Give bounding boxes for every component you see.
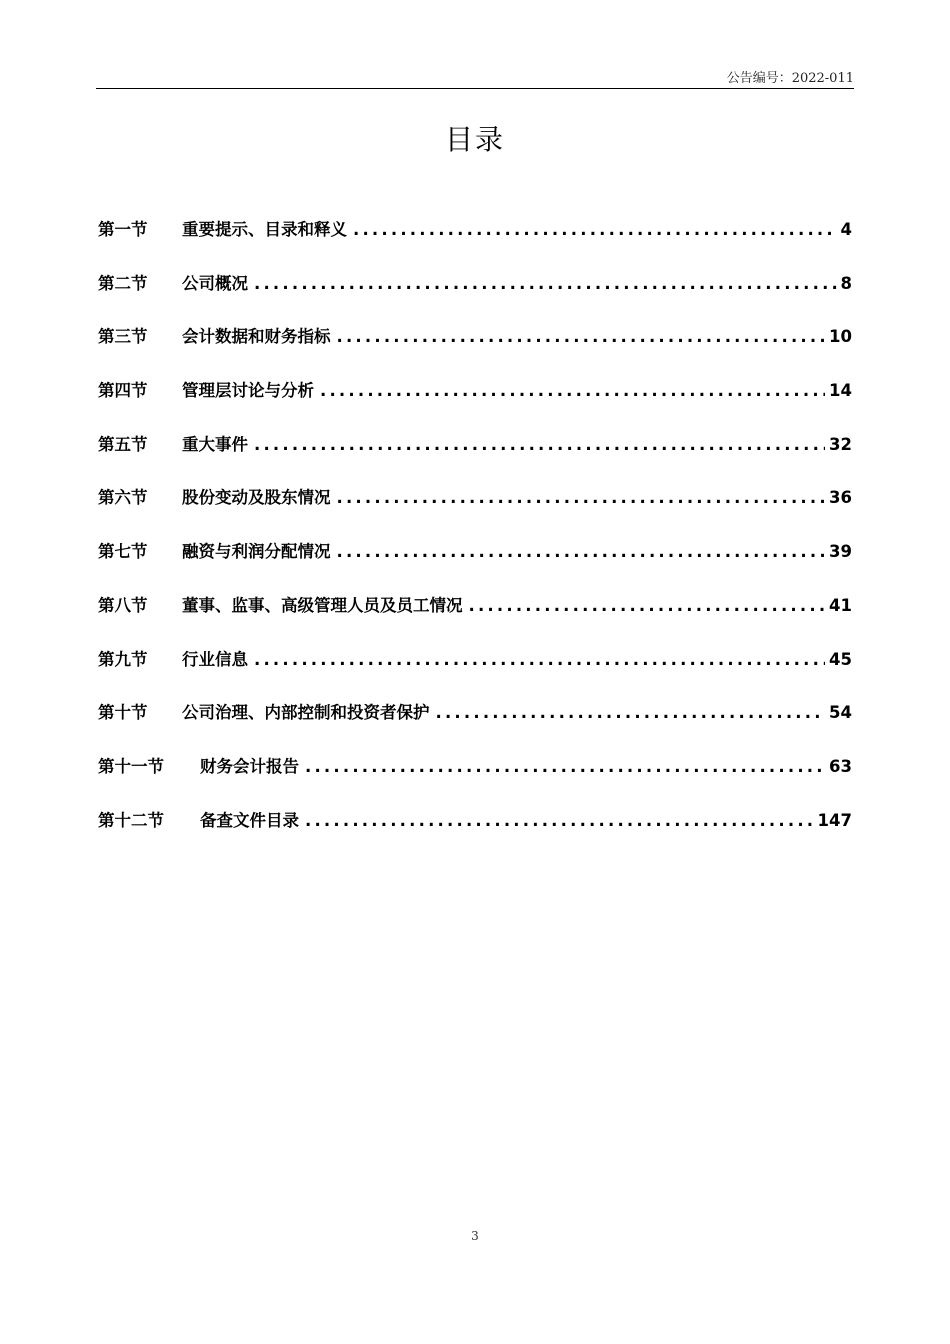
toc-page-number: 4: [840, 220, 852, 239]
toc-dot-leader: [254, 650, 825, 669]
toc-page-number: 14: [829, 381, 852, 401]
toc-section: 第十节: [98, 703, 148, 723]
toc-title: 融资与利润分配情况: [182, 542, 331, 562]
toc-entry-1[interactable]: [98, 216, 852, 270]
toc-title: 管理层讨论与分析: [182, 381, 314, 401]
toc-page-number: 36: [829, 488, 852, 508]
toc-section: 第八节: [98, 595, 148, 615]
toc-title: 重要提示、目录和释义: [182, 220, 347, 239]
toc-title: 董事、监事、高级管理人员及员工情况: [182, 595, 463, 615]
toc-section: 第五节: [98, 434, 148, 454]
toc-entry-11[interactable]: [98, 753, 852, 807]
toc-entry-4[interactable]: [98, 377, 852, 431]
toc-entry-8[interactable]: [98, 592, 852, 646]
toc-entry-9[interactable]: [98, 646, 852, 700]
toc-page-number: 54: [829, 703, 852, 723]
toc-section: 第十二节: [98, 810, 164, 830]
toc-title: 财务会计报告: [200, 756, 299, 776]
toc-section: 第一节: [98, 220, 148, 239]
toc-dot-leader: [337, 542, 826, 561]
toc-title: 行业信息: [182, 649, 248, 669]
toc-dot-leader: [469, 596, 826, 615]
toc-title: 公司治理、内部控制和投资者保护: [182, 703, 430, 723]
toc-dot-leader: [353, 220, 837, 239]
toc-page-number: 32: [829, 434, 852, 454]
table-of-contents: [98, 216, 852, 860]
toc-section: 第三节: [98, 327, 148, 347]
toc-dot-leader: [305, 811, 814, 830]
toc-section: 第二节: [98, 273, 148, 293]
toc-dot-leader: [337, 488, 826, 507]
toc-page-number: 10: [829, 327, 852, 347]
toc-dot-leader: [320, 381, 825, 400]
toc-entry-5[interactable]: [98, 431, 852, 485]
toc-section: 第七节: [98, 542, 148, 562]
toc-page-number: 8: [840, 273, 852, 293]
toc-page-number: 39: [829, 542, 852, 562]
toc-title: 会计数据和财务指标: [182, 327, 331, 347]
toc-dot-leader: [254, 274, 837, 293]
toc-page-number: 147: [817, 810, 852, 830]
toc-entry-10[interactable]: [98, 699, 852, 753]
toc-title: 公司概况: [182, 273, 248, 293]
toc-dot-leader: [436, 703, 826, 722]
toc-page-number: 63: [829, 756, 852, 776]
toc-dot-leader: [305, 757, 825, 776]
toc-entry-6[interactable]: [98, 484, 852, 538]
announcement-number: 公告编号：2022-011: [726, 71, 854, 86]
toc-title: 备查文件目录: [200, 810, 299, 830]
toc-title: 重大事件: [182, 434, 248, 454]
toc-page-number: 41: [829, 595, 852, 615]
toc-section: 第十一节: [98, 756, 164, 776]
toc-dot-leader: [254, 435, 825, 454]
toc-section: 第四节: [98, 381, 148, 401]
toc-entry-2[interactable]: [98, 270, 852, 324]
toc-dot-leader: [337, 327, 826, 346]
footer-page-number: 3: [471, 1229, 479, 1243]
header-divider: [96, 88, 854, 89]
toc-entry-3[interactable]: [98, 323, 852, 377]
toc-section: 第九节: [98, 649, 148, 669]
toc-entry-7[interactable]: [98, 538, 852, 592]
toc-section: 第六节: [98, 488, 148, 508]
toc-page-number: 45: [829, 649, 852, 669]
page-title: 目录: [444, 123, 505, 156]
toc-entry-12[interactable]: [98, 807, 852, 861]
toc-title: 股份变动及股东情况: [182, 488, 331, 508]
